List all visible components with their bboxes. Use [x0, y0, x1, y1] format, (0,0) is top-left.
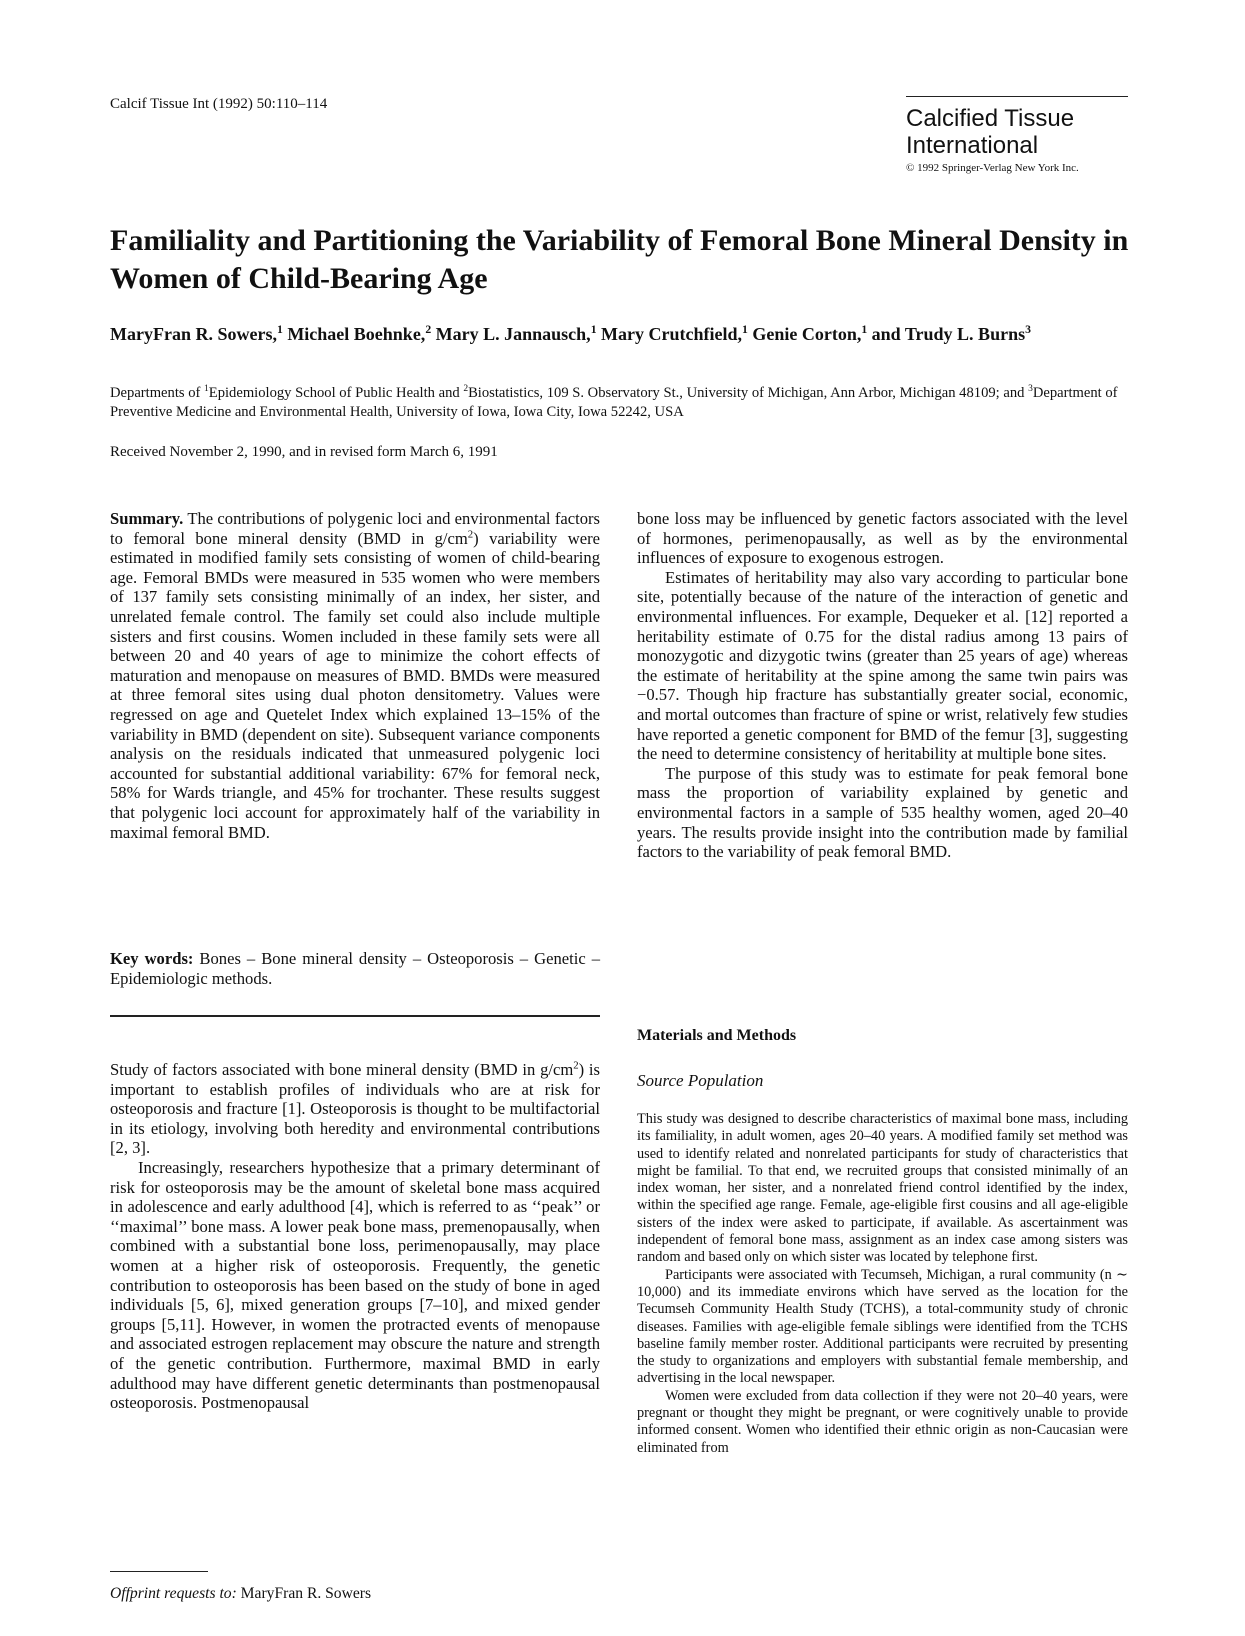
keywords: Key words: Bones – Bone mineral density – Osteoporosis – Genetic – Epidemiologic methods.	[110, 949, 600, 988]
methods-paragraph: Participants were associated with Tecumseh, Michigan, a rural community (n ∼ 10,000) and its immediate environs which have served as the location for the Tecumseh Community Health Study (TCHS), a total-community study of chronic diseases. Families with age-eligible female siblings were identified from the TCHS baseline family member roster. Additional participants were recruited by presenting the study to organizations and employers with substantial female membership, and advertising in the local newspaper.	[637, 1266, 1128, 1387]
article-title: Familiality and Partitioning the Variability of Femoral Bone Mineral Density in Women of Child-Bearing Age	[110, 224, 1129, 295]
offprint-footnote: Offprint requests to: MaryFran R. Sowers	[110, 1585, 372, 1602]
intro-paragraph: Study of factors associated with bone mineral density (BMD in $g/cm^2$) is important to establish profiles of individuals who are at risk for osteoporosis and fracture [1]. Osteoporosis is thought to be multifactorial in its etiology, involving both heredity and environmental contributions [2, 3].	[110, 1059, 600, 1158]
methods-paragraph: This study was designed to describe characteristics of maximal bone mass, including its familiality, in adult women, ages 20–40 years. A modified family set method was used to identify related and nonrelated participants for study of characteristics that might be familial. To that end, we recruited groups that consisted minimally of an index woman, her sister, and a nonrelated friend control identified by the index, within the specified age range. Female, age-eligible first cousins and all age-eligible sisters of the index were asked to participate, if available. As ascertainment was independent of femoral bone mass, assignment as an index case among sisters was random and based only on which sister was located by telephone first.	[637, 1111, 1128, 1266]
copyright-notice: © 1992 Springer-Verlag New York Inc.	[906, 162, 1079, 174]
intro-paragraph: Increasingly, researchers hypothesize that a primary determinant of risk for osteoporosis may be the amount of skeletal bone mass acquired in adolescence and early adulthood [4], which is referred to as ‘‘peak’’ or ‘‘maximal’’ bone mass. A lower peak bone mass, premenopausally, when combined with a substantial bone loss, perimenopausally, may place women at a higher risk of osteoporosis. Frequently, the genetic contribution to osteoporosis has been based on the study of bone in aged individuals [5, 6], mixed generation groups [7–10], and mixed gender groups [5,11]. However, in women the protracted events of menopause and associated estrogen replacement may obscure the nature and strength of the genetic contribution. Furthermore, maximal BMD in early adulthood may have different genetic determinants than postmenopausal osteoporosis. Postmenopausal	[110, 1157, 600, 1413]
introduction-continued	[637, 509, 1128, 862]
section-heading: Materials and Methods	[637, 1027, 797, 1044]
summary-label: Summary.	[110, 509, 184, 528]
introduction	[110, 1060, 600, 1413]
author-list	[110, 322, 1120, 346]
footnote-divider	[110, 1571, 208, 1572]
journal-brand	[906, 96, 1128, 174]
intro-paragraph: Estimates of heritability may also vary according to particular bone site, potentially because of the nature of the interaction of genetic and environmental influences. For example, Dequeker et al. [12] reported a heritability estimate of 0.75 for the distal radius among 13 pairs of monozygotic and dizygotic twins (greater than 25 years of age) whereas the estimate of heritability at the spine among the same twin pairs was −0.57. Though hip fracture has substantially greater social, economic, and mortal outcomes than fracture of spine or wrist, relatively few studies have reported a genetic component for BMD of the femur [3], suggesting the need to determine consistency of heritability at multiple bone sites.	[637, 567, 1128, 764]
keywords-label: Key words:	[110, 949, 194, 968]
journal-citation: Calcif Tissue Int (1992) 50:110–114	[110, 96, 328, 112]
affiliations: Departments of $^1$Epidemiology School of Public Health and $^2$Biostatistics, 109 S. Observatory St., University of Michigan, Ann Arbor, Michigan 48109; and $^3$Department of Preventive Medicine and Environmental Health, University of Iowa, Iowa City, Iowa 52242, USA	[110, 384, 1118, 420]
subsection-heading: Source Population	[637, 1071, 764, 1090]
author: Mary L. Jannausch,$^1$	[435, 323, 597, 344]
journal-name-line2: International	[906, 132, 1039, 159]
author: Mary Crutchfield,$^1$	[601, 323, 748, 344]
abstract-divider	[110, 1015, 600, 1017]
author: Genie Corton,$^1$ and	[752, 323, 905, 344]
methods-text	[637, 1111, 1128, 1457]
author: MaryFran R. Sowers,$^1$	[110, 323, 283, 344]
intro-paragraph: bone loss may be influenced by genetic factors associated with the level of hormones, perimenopausally, as well as by the environmental influences of exposure to exogenous estrogen.	[637, 509, 1128, 568]
received-date: Received November 2, 1990, and in revised form March 6, 1991	[110, 444, 498, 460]
journal-name-line1: Calcified Tissue	[906, 105, 1075, 132]
methods-paragraph: Women were excluded from data collection if they were not 20–40 years, were pregnant or thought they might be pregnant, or were cognitively unable to provide informed consent. Women who identified their ethnic origin as non-Caucasian were eliminated from	[637, 1387, 1128, 1456]
author: Michael Boehnke,$^2$	[287, 323, 432, 344]
author: Trudy L. Burns$^3$	[904, 323, 1031, 344]
intro-paragraph: The purpose of this study was to estimate for peak femoral bone mass the proportion of variability explained by genetic and environmental factors in a sample of 535 healthy women, aged 20–40 years. The results provide insight into the contribution made by familial factors to the variability of peak femoral BMD.	[637, 763, 1128, 862]
summary: Summary. The contributions of polygenic loci and environmental factors to femoral bone mineral density (BMD in $g/cm^2$) variability were estimated in modified family sets consisting of women of child-bearing age. Femoral BMDs were measured in 535 women who were members of 137 family sets consisting minimally of an index, her sister, and unrelated female control. The family set could also include multiple sisters and first cousins. Women included in these family sets were all between 20 and 40 years of age to minimize the cohort effects of maturation and menopause on measures of BMD. BMDs were measured at three femoral sites using dual photon densitometry. Values were regressed on age and Quetelet Index which explained 13–15% of the variability in BMD (dependent on site). Subsequent variance components analysis on the residuals indicated that unmeasured polygenic loci accounted for substantial additional variability: 67% for femoral neck, 58% for Wards triangle, and 45% for trochanter. These results suggest that polygenic loci account for approximately half of the variability in maximal femoral BMD.	[110, 509, 600, 842]
